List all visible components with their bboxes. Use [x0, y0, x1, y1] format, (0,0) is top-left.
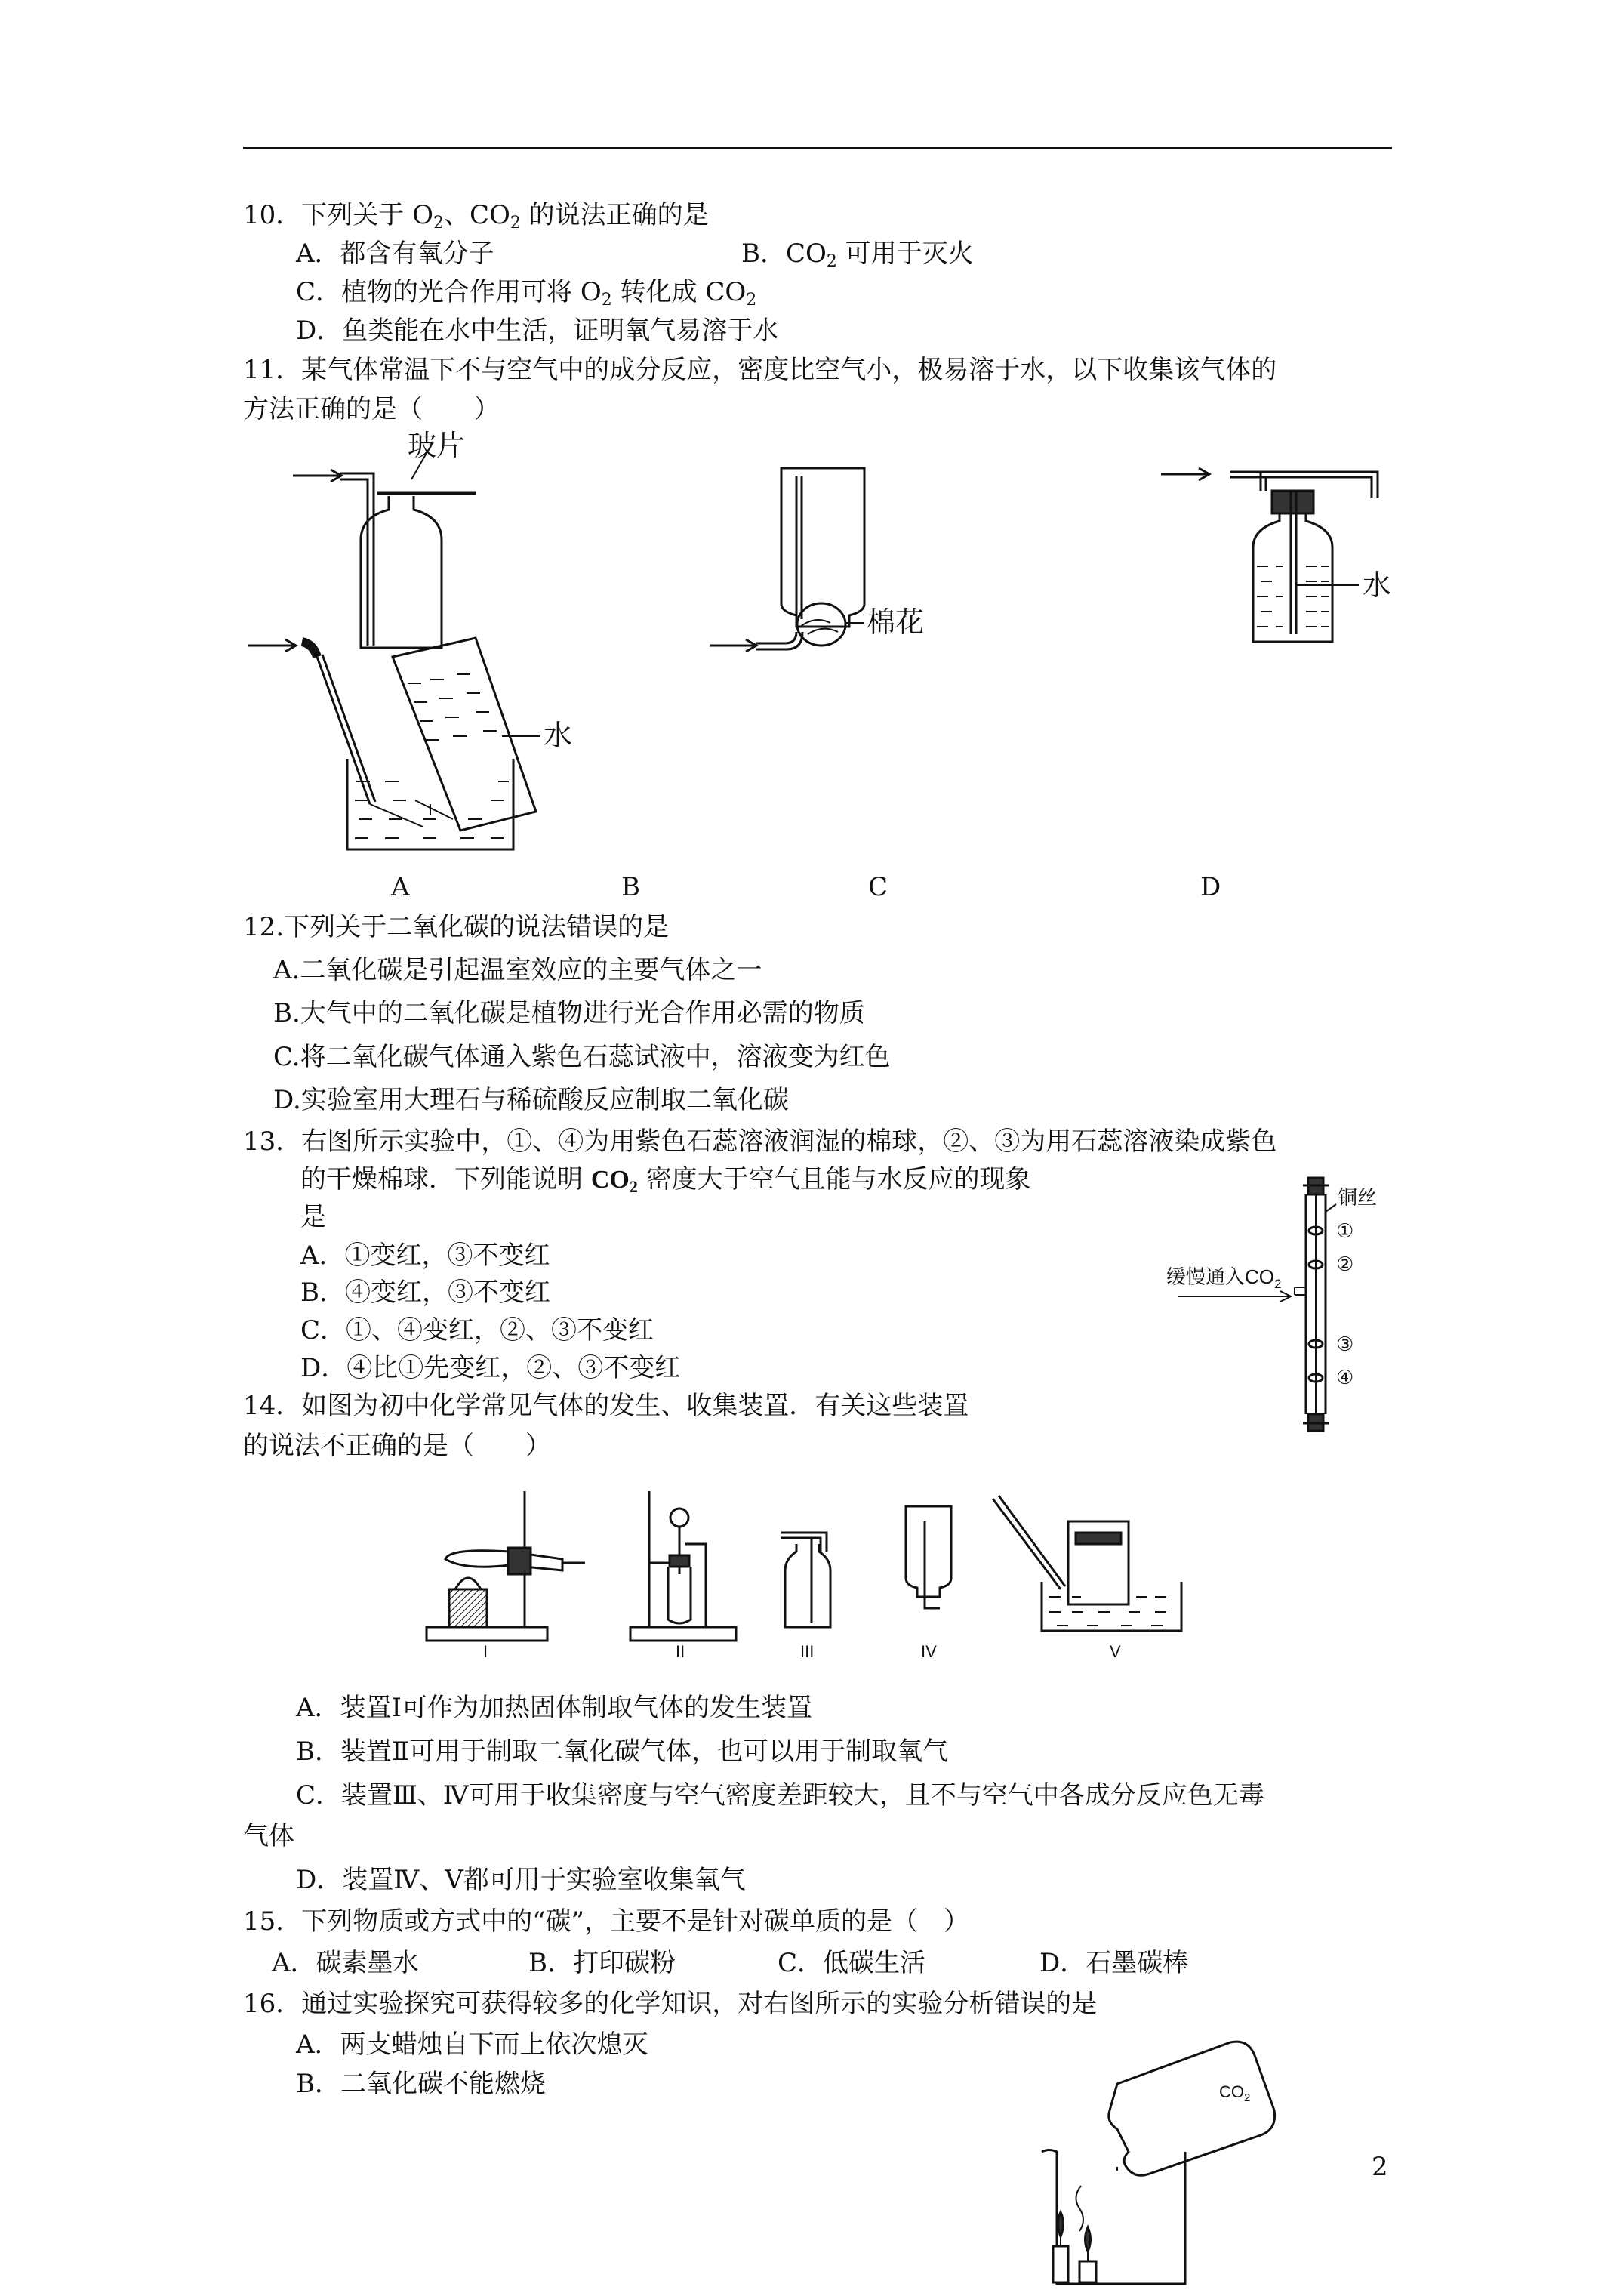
q13-label-inlet: 缓慢通入$CO_2$	[1166, 1265, 1282, 1291]
q16-option-a: A．两支蜡烛自下而上依次熄灭	[296, 2029, 648, 2060]
q11-figure-water-bottle	[1155, 461, 1404, 657]
q11-figure-water-trough	[242, 623, 589, 857]
q11-caption-c: C	[868, 872, 888, 902]
q13-label-ball-2: ②	[1336, 1253, 1354, 1275]
q14-option-b: B．装置Ⅱ可用于制取二氧化碳气体，也可以用于制取氧气	[296, 1737, 949, 1767]
q16-figure-candles	[1034, 2039, 1276, 2291]
q14-figure-apparatus	[419, 1476, 1325, 1661]
q14-option-c-line2: 气体	[243, 1821, 294, 1851]
q13-label-ball-3: ③	[1336, 1333, 1354, 1355]
q15-option-c: C．低碳生活	[778, 1948, 926, 1978]
q10-option-d: D．鱼类能在水中生活，证明氧气易溶于水	[296, 316, 779, 346]
q13-stem-line2: 的干燥棉球．下列能说明 $CO_2$ 密度大于空气且能与水反应的现象	[300, 1164, 1031, 1196]
q11-caption-a: A	[391, 872, 410, 902]
q13-option-c: C．①、④变红，②、③不变红	[300, 1315, 654, 1345]
apparatus-iii	[781, 1533, 830, 1627]
apparatus-label-v: V	[1110, 1642, 1121, 1661]
q10-option-b: B．$CO_2$ 可用于灭火	[741, 239, 974, 271]
q14-stem-line1: 14．如图为初中化学常见气体的发生、收集装置．有关这些装置	[243, 1391, 969, 1421]
q12-option-c: C.将二氧化碳气体通入紫色石蕊试液中，溶液变为红色	[273, 1042, 891, 1072]
apparatus-label-ii: II	[676, 1642, 685, 1661]
apparatus-label-iii: III	[800, 1642, 815, 1661]
q13-label-copper-wire: 铜丝	[1338, 1186, 1378, 1209]
q10-stem: 10．下列关于 $O_2$、$CO_2$ 的说法正确的是	[243, 200, 709, 233]
q15-option-a: A．碳素墨水	[272, 1948, 419, 1978]
q13-stem-line1: 13．右图所示实验中，①、④为用紫色石蕊溶液润湿的棉球，②、③为用石蕊溶液染成紫色	[243, 1126, 1277, 1157]
apparatus-iv	[906, 1506, 951, 1608]
q12-stem: 12.下列关于二氧化碳的说法错误的是	[243, 912, 670, 942]
q13-label-ball-1: ①	[1336, 1219, 1354, 1242]
q11-stem-line1: 11．某气体常温下不与空气中的成分反应，密度比空气小，极易溶于水，以下收集该气体的	[243, 355, 1277, 385]
q11-figure-cotton-bottle	[702, 464, 951, 661]
page-number: 2	[1372, 2152, 1388, 2182]
q11-caption-b: B	[621, 872, 640, 902]
q11-label-glass-plate: 玻片	[408, 430, 466, 462]
q16-option-b: B．二氧化碳不能燃烧	[296, 2069, 546, 2099]
apparatus-label-i: I	[483, 1642, 488, 1661]
q16-label-co2: $CO_2$	[1219, 2082, 1251, 2104]
q11-label-cotton: 棉花	[867, 607, 925, 639]
q14-option-a: A．装置Ⅰ可作为加热固体制取气体的发生装置	[296, 1693, 812, 1723]
q13-option-a: A．①变红，③不变红	[300, 1240, 550, 1271]
q14-option-d: D．装置Ⅳ、Ⅴ都可用于实验室收集氧气	[296, 1865, 746, 1895]
q10-option-c: C．植物的光合作用可将 $O_2$ 转化成 $CO_2$	[296, 277, 757, 310]
q14-option-c-line1: C．装置Ⅲ、Ⅳ可用于收集密度与空气密度差距较大，且不与空气中各成分反应色无毒	[296, 1780, 1264, 1811]
apparatus-i	[427, 1491, 585, 1641]
q12-option-b: B.大气中的二氧化碳是植物进行光合作用必需的物质	[273, 998, 865, 1028]
q11-label-water-c: 水	[1363, 570, 1392, 602]
apparatus-label-iv: IV	[921, 1642, 937, 1661]
q11-caption-d: D	[1200, 872, 1221, 902]
q13-stem-line3: 是	[300, 1202, 326, 1232]
q12-option-d: D.实验室用大理石与稀硫酸反应制取二氧化碳	[273, 1085, 789, 1115]
header-rule	[243, 147, 1392, 149]
q11-stem-line2: 方法正确的是（ ）	[243, 394, 500, 424]
q13-label-ball-4: ④	[1336, 1366, 1354, 1388]
apparatus-v	[993, 1496, 1181, 1631]
q11-label-water-d: 水	[544, 720, 573, 752]
q13-option-b: B．④变红，③不变红	[300, 1277, 550, 1308]
q12-option-a: A.二氧化碳是引起温室效应的主要气体之一	[273, 955, 762, 985]
q13-figure-tube	[1163, 1174, 1412, 1435]
q10-option-a: A．都含有氧分子	[296, 239, 494, 269]
q15-stem: 15．下列物质或方式中的“碳”，主要不是针对碳单质的是（ ）	[243, 1906, 970, 1937]
q16-stem: 16．通过实验探究可获得较多的化学知识，对右图所示的实验分析错误的是	[243, 1989, 1098, 2019]
q14-stem-line2: 的说法不正确的是（ ）	[243, 1431, 551, 1461]
q15-option-d: D．石墨碳棒	[1039, 1948, 1189, 1978]
apparatus-ii	[630, 1491, 736, 1641]
q13-option-d: D．④比①先变红，②、③不变红	[300, 1353, 681, 1383]
q15-option-b: B．打印碳粉	[528, 1948, 676, 1978]
